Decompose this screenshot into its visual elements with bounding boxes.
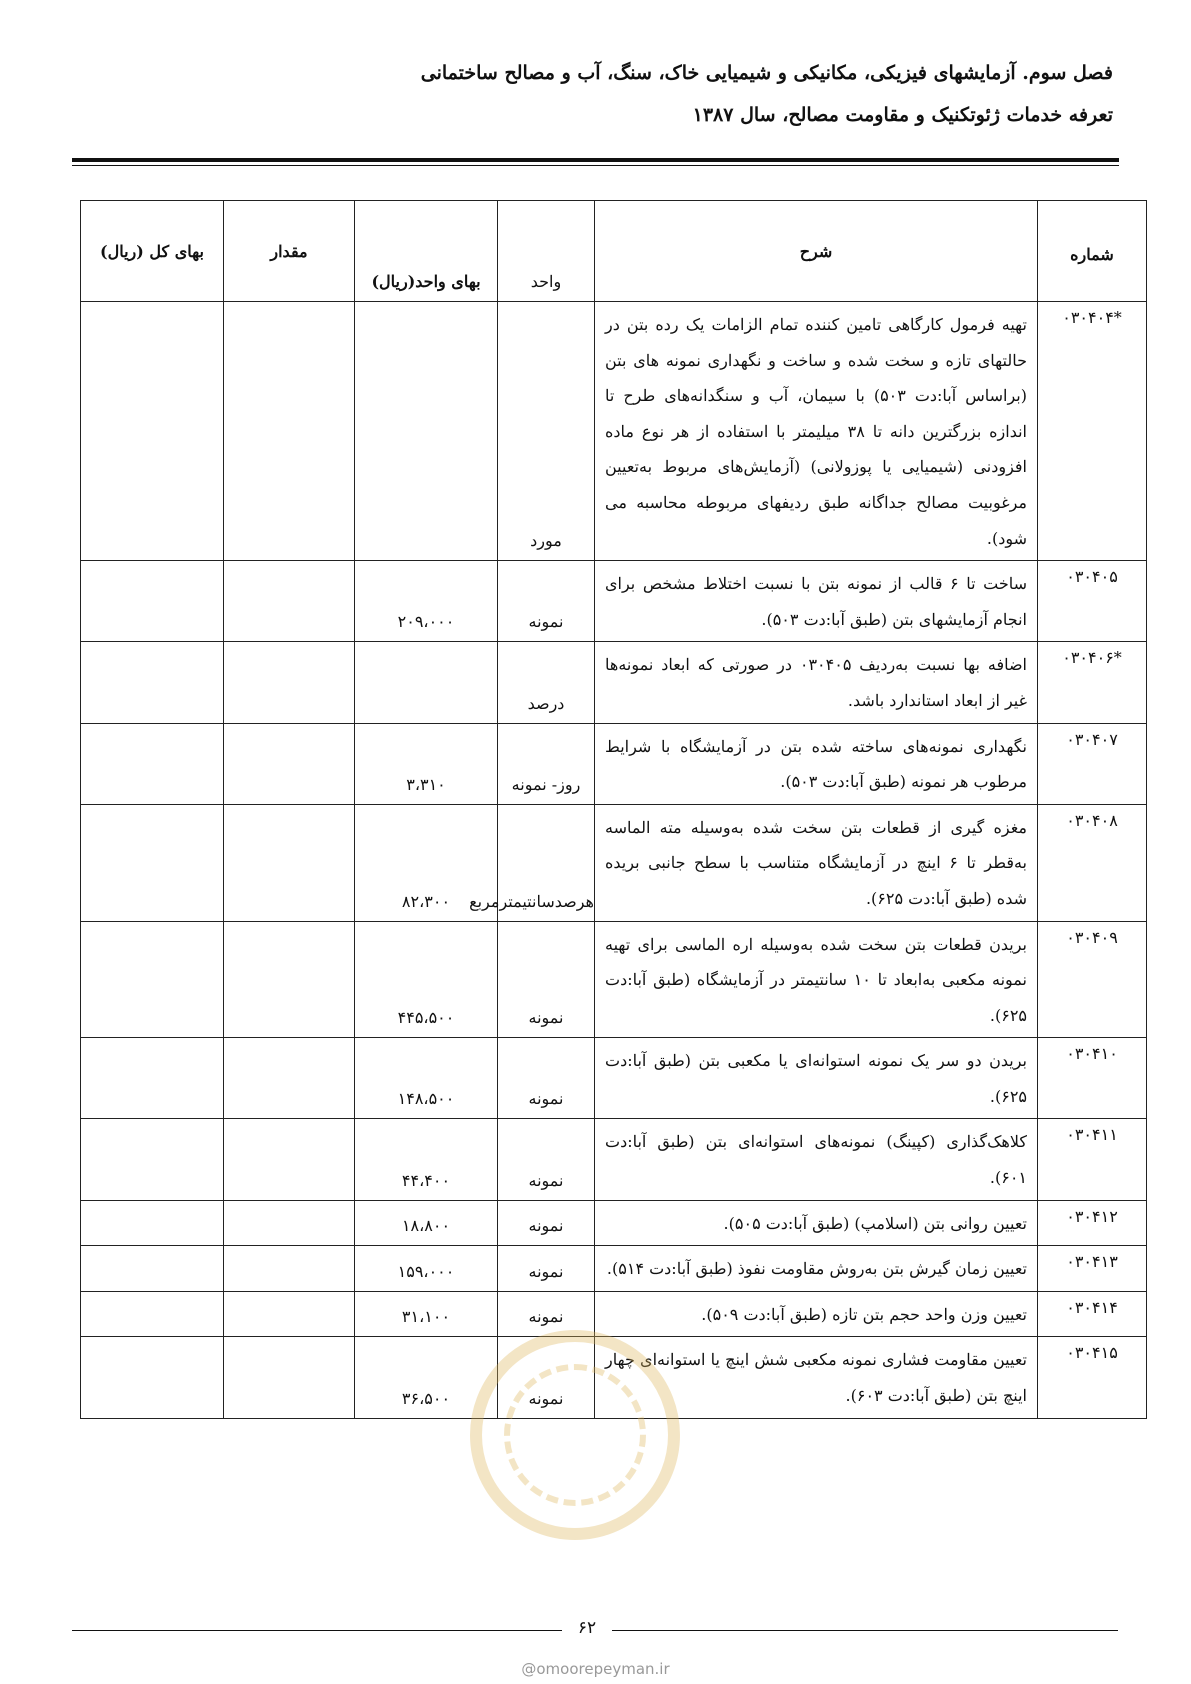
table-row — [81, 1200, 1147, 1246]
row-qty — [224, 804, 355, 921]
row-description: بریدن قطعات بتن سخت شده به‌وسیله اره الماسی برای تهیه نمونه مکعبی به‌ابعاد تا ۱۰ سانتیمتر در آزمایشگاه (طبق آبا:دت ۶۲۵). — [595, 921, 1038, 1038]
row-qty — [224, 561, 355, 642]
row-code: ۰۳۰۴۰۹ — [1038, 921, 1147, 1038]
col-header-code: شماره — [1038, 201, 1147, 302]
row-code: ۰۳۰۴۰۶* — [1038, 642, 1147, 723]
row-description: تعیین وزن واحد حجم بتن تازه (طبق آبا:دت ۵۰۹). — [595, 1291, 1038, 1337]
table-row — [81, 804, 1147, 921]
row-unit-price: ۸۲،۳۰۰ — [355, 804, 498, 921]
table-body — [81, 302, 1147, 1419]
table-row — [81, 1291, 1147, 1337]
row-unit: نمونه — [498, 921, 595, 1038]
row-description: نگهداری نمونه‌های ساخته شده بتن در آزمایشگاه با شرایط مرطوب هر نمونه (طبق آبا:دت ۵۰۳). — [595, 723, 1038, 804]
row-total — [81, 1291, 224, 1337]
col-header-desc: شرح — [595, 201, 1038, 302]
row-description: تعیین مقاومت فشاری نمونه مکعبی شش اینچ یا استوانه‌ای چهار اینچ بتن (طبق آبا:دت ۶۰۳). — [595, 1337, 1038, 1418]
row-qty — [224, 921, 355, 1038]
table-row — [81, 1038, 1147, 1119]
row-code: ۰۳۰۴۱۵ — [1038, 1337, 1147, 1418]
row-code: ۰۳۰۴۱۱ — [1038, 1119, 1147, 1200]
row-code: ۰۳۰۴۱۳ — [1038, 1246, 1147, 1292]
table-row — [81, 561, 1147, 642]
row-description: بریدن دو سر یک نمونه استوانه‌ای یا مکعبی بتن (طبق آبا:دت ۶۲۵). — [595, 1038, 1038, 1119]
row-unit: مورد — [498, 302, 595, 561]
header-rule-thin — [72, 165, 1119, 166]
chapter-title: فصل سوم. آزمایشهای فیزیکی، مکانیکی و شیمیایی خاک، سنگ، آب و مصالح ساختمانی — [420, 62, 1113, 84]
row-qty — [224, 1246, 355, 1292]
row-unit: نمونه — [498, 1337, 595, 1418]
row-qty — [224, 642, 355, 723]
row-code: ۰۳۰۴۰۸ — [1038, 804, 1147, 921]
row-qty — [224, 1291, 355, 1337]
row-unit: روز- نمونه — [498, 723, 595, 804]
row-unit: نمونه — [498, 1291, 595, 1337]
row-code: ۰۳۰۴۱۰ — [1038, 1038, 1147, 1119]
footer-rule — [72, 1630, 562, 1631]
row-unit-price: ۲۰۹،۰۰۰ — [355, 561, 498, 642]
row-unit-price: ۴۴۵،۵۰۰ — [355, 921, 498, 1038]
row-description: اضافه بها نسبت به‌ردیف ۰۳۰۴۰۵ در صورتی که ابعاد نمونه‌ها غیر از ابعاد استاندارد باشد. — [595, 642, 1038, 723]
row-code: ۰۳۰۴۰۵ — [1038, 561, 1147, 642]
row-total — [81, 921, 224, 1038]
row-unit-price: ۱۸،۸۰۰ — [355, 1200, 498, 1246]
row-qty — [224, 1119, 355, 1200]
col-header-total: بهای کل (ریال) — [81, 201, 224, 302]
row-unit-price: ۱۴۸،۵۰۰ — [355, 1038, 498, 1119]
col-header-unit-price: بهای واحد(ریال) — [355, 201, 498, 302]
row-total — [81, 1337, 224, 1418]
row-total — [81, 804, 224, 921]
row-unit: نمونه — [498, 1246, 595, 1292]
row-qty — [224, 1337, 355, 1418]
row-unit-price: ۱۵۹،۰۰۰ — [355, 1246, 498, 1292]
row-description: تعیین زمان گیرش بتن به‌روش مقاومت نفوذ (طبق آبا:دت ۵۱۴). — [595, 1246, 1038, 1292]
row-total — [81, 1200, 224, 1246]
row-unit: هرصدسانتیمترمربع — [498, 804, 595, 921]
row-description: مغزه گیری از قطعات بتن سخت شده به‌وسیله مته الماسه به‌قطر تا ۶ اینچ در آزمایشگاه متناسب با سطح جانبی بریده شده (طبق آبا:دت ۶۲۵). — [595, 804, 1038, 921]
row-unit: نمونه — [498, 1119, 595, 1200]
row-code: ۰۳۰۴۱۴ — [1038, 1291, 1147, 1337]
row-unit-price: ۳،۳۱۰ — [355, 723, 498, 804]
table-row — [81, 921, 1147, 1038]
row-unit: درصد — [498, 642, 595, 723]
col-header-unit: واحد — [498, 201, 595, 302]
row-total — [81, 1038, 224, 1119]
row-description: کلاهک‌گذاری (کپینگ) نمونه‌های استوانه‌ای بتن (طبق آبا:دت ۶۰۱). — [595, 1119, 1038, 1200]
row-qty — [224, 302, 355, 561]
row-code: ۰۳۰۴۰۷ — [1038, 723, 1147, 804]
table-row — [81, 642, 1147, 723]
table-row — [81, 1246, 1147, 1292]
row-total — [81, 302, 224, 561]
row-qty — [224, 1038, 355, 1119]
row-unit-price: ۳۱،۱۰۰ — [355, 1291, 498, 1337]
row-total — [81, 723, 224, 804]
row-description: ساخت تا ۶ قالب از نمونه بتن با نسبت اختلاط مشخص برای انجام آزمایشهای بتن (طبق آبا:دت ۵۰۳). — [595, 561, 1038, 642]
row-description: تعیین روانی بتن (اسلامپ) (طبق آبا:دت ۵۰۵). — [595, 1200, 1038, 1246]
row-unit-price — [355, 642, 498, 723]
row-qty — [224, 723, 355, 804]
row-total — [81, 561, 224, 642]
footer-rule — [612, 1630, 1118, 1631]
row-total — [81, 642, 224, 723]
table-row — [81, 302, 1147, 561]
header-rule-thick — [72, 158, 1119, 162]
table-row — [81, 1337, 1147, 1418]
table-row — [81, 1119, 1147, 1200]
price-table — [80, 200, 1147, 1419]
table-row — [81, 723, 1147, 804]
tariff-subtitle: تعرفه خدمات ژئوتکنیک و مقاومت مصالح، سال ۱۳۸۷ — [692, 104, 1113, 126]
row-unit: نمونه — [498, 561, 595, 642]
row-total — [81, 1246, 224, 1292]
row-qty — [224, 1200, 355, 1246]
row-code: ۰۳۰۴۱۲ — [1038, 1200, 1147, 1246]
row-total — [81, 1119, 224, 1200]
row-unit-price: ۳۶،۵۰۰ — [355, 1337, 498, 1418]
col-header-qty: مقدار — [224, 201, 355, 302]
row-unit-price: ۴۴،۴۰۰ — [355, 1119, 498, 1200]
row-unit: نمونه — [498, 1200, 595, 1246]
row-unit: نمونه — [498, 1038, 595, 1119]
row-unit-price — [355, 302, 498, 561]
row-description: تهیه فرمول کارگاهی تامین کننده تمام الزامات یک رده بتن در حالتهای تازه و سخت شده و ساخت و نگهداری نمونه های بتن (براساس آبا:دت ۵۰۳) با سیمان، آب و سنگدانه‌های طرح تا اندازه بزرگترین دانه تا ۳۸ میلیمتر با استفاده از هر نوع ماده افزودنی (شیمیایی یا پوزولانی) (آزمایش‌های مربوط به‌تعیین مرغوبیت مصالح جداگانه طبق ردیفهای مربوطه محاسبه می شود). — [595, 302, 1038, 561]
page-number: ۶۲ — [577, 1618, 597, 1638]
website-watermark: @omoorepeyman.ir — [521, 1660, 670, 1678]
table-header-row — [81, 201, 1147, 302]
row-code: ۰۳۰۴۰۴* — [1038, 302, 1147, 561]
